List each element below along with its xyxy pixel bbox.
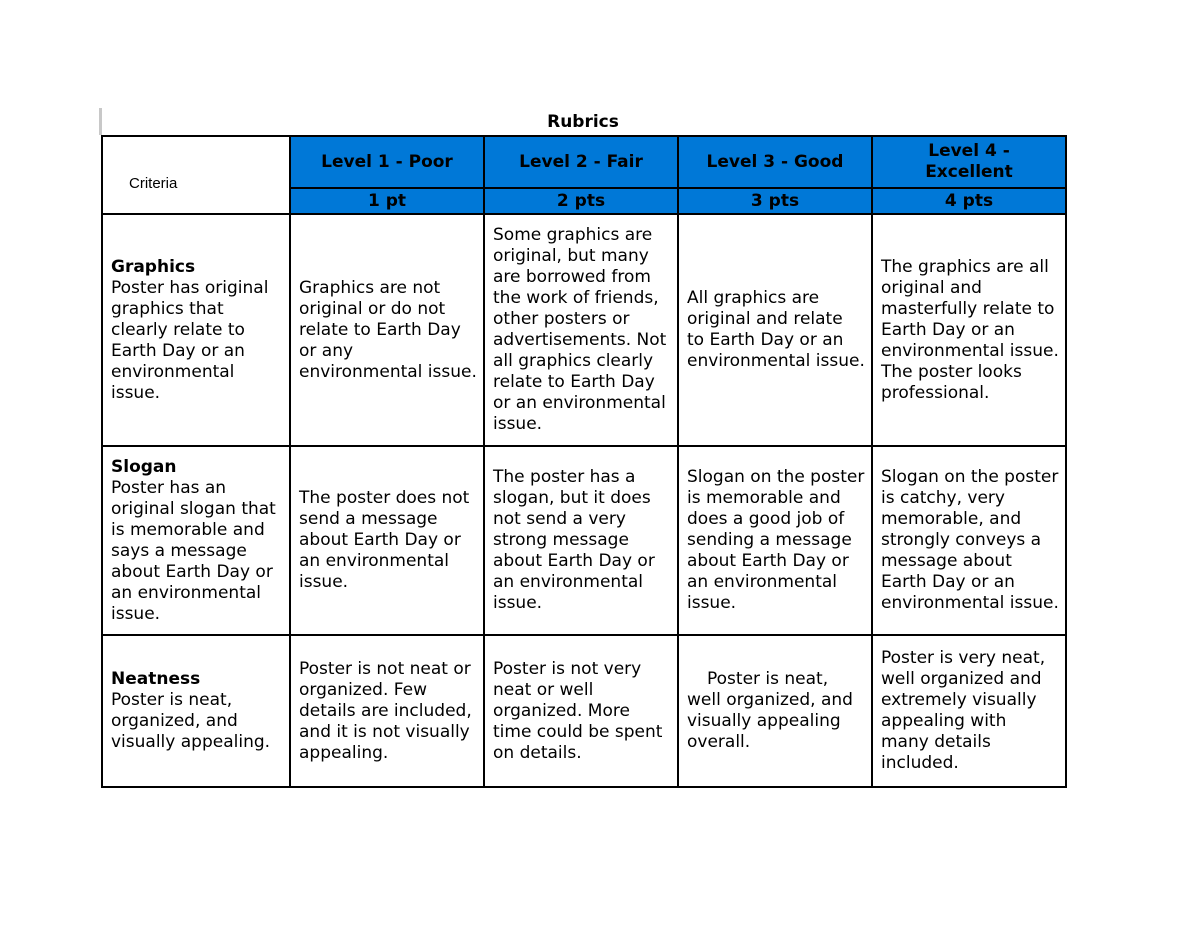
level-1-header: Level 1 - Poor — [290, 136, 484, 188]
level-1-description: The poster does not send a message about Earth Day or an environmental issue. — [290, 446, 484, 635]
level-3-points: 3 pts — [678, 188, 872, 214]
criterion-cell — [102, 214, 290, 446]
level-3-description: Poster is neat, well organized, and visually appealing overall. — [678, 635, 872, 787]
level-2-description: Some graphics are original, but many are borrowed from the work of friends, other posters or advertisements. Not all graphics clearly relate to Earth Day or an environmental issue. — [484, 214, 678, 446]
criterion-cell — [102, 635, 290, 787]
level-4-points: 4 pts — [872, 188, 1066, 214]
table-row — [102, 214, 1066, 446]
level-1-description: Graphics are not original or do not relate to Earth Day or any environmental issue. — [290, 214, 484, 446]
level-4-description: The graphics are all original and masterfully relate to Earth Day or an environmental issue. The poster looks professional. — [872, 214, 1066, 446]
level-1-description: Poster is not neat or organized. Few details are included, and it is not visually appealing. — [290, 635, 484, 787]
level-4-description: Poster is very neat, well organized and extremely visually appealing with many details included. — [872, 635, 1066, 787]
criteria-header: Criteria — [102, 136, 290, 214]
level-1-points: 1 pt — [290, 188, 484, 214]
criterion-description: Poster has an original slogan that is memorable and says a message about Earth Day or an environmental issue. — [111, 477, 276, 624]
level-4-description: Slogan on the poster is catchy, very memorable, and strongly conveys a message about Earth Day or an environmental issue. — [872, 446, 1066, 635]
criterion-description: Poster is neat, organized, and visually appealing. — [111, 690, 271, 752]
criterion-cell — [102, 446, 290, 635]
level-3-description: All graphics are original and relate to Earth Day or an environmental issue. — [678, 214, 872, 446]
rubric-table — [101, 135, 1067, 788]
table-row — [102, 635, 1066, 787]
level-4-header: Level 4 - Excellent — [872, 136, 1066, 188]
criterion-name: Graphics — [111, 256, 196, 277]
rubric-title: Rubrics — [547, 112, 619, 132]
level-2-description: The poster has a slogan, but it does not send a very strong message about Earth Day or an environmental issue. — [484, 446, 678, 635]
criterion-name: Neatness — [111, 669, 201, 689]
criterion-description: Poster has original graphics that clearly relate to Earth Day or an environmental issue. — [111, 277, 269, 403]
table-row — [102, 446, 1066, 635]
criterion-name: Slogan — [111, 456, 177, 477]
level-2-points: 2 pts — [484, 188, 678, 214]
level-2-description: Poster is not very neat or well organized. More time could be spent on details. — [484, 635, 678, 787]
level-2-header: Level 2 - Fair — [484, 136, 678, 188]
level-3-header: Level 3 - Good — [678, 136, 872, 188]
level-header-row — [102, 136, 1066, 188]
level-3-description: Slogan on the poster is memorable and does a good job of sending a message about Earth Day or an environmental issue. — [678, 446, 872, 635]
